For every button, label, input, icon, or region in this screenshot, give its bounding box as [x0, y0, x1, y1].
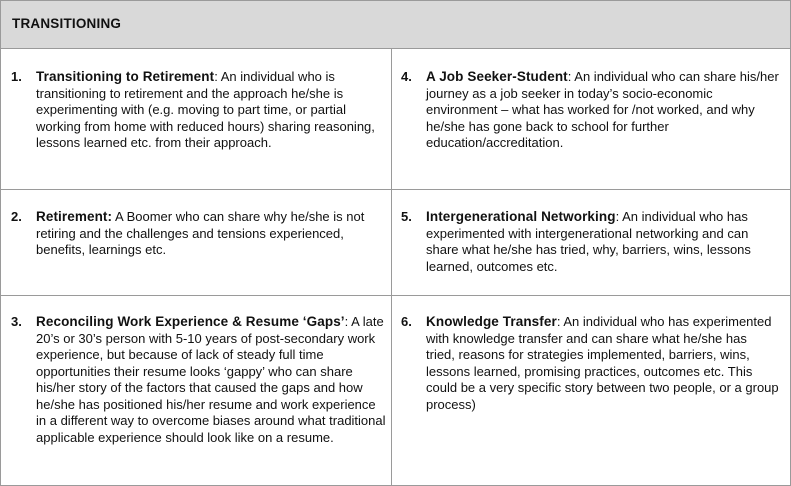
row-divider [1, 295, 790, 296]
item-description: An individual who is transitioning to retirement and the approach he/she is experimenting with (e.g. moving to part time, or partial working from home with reduced hours) sharing reasoning, lessons learned etc. from their approach. [36, 69, 375, 150]
column-divider [391, 49, 392, 485]
table-header-title: TRANSITIONING [12, 16, 122, 31]
item-separator: : [344, 314, 352, 329]
item-number: 6. [401, 314, 412, 329]
item-description: An individual who has experimented with knowledge transfer and can share what he/she has tried, reasons for strategies implemented, barriers, wins, lessons learned, promising practices, outcomes etc. This could be a very specific story between two people, or a group process) [426, 314, 779, 412]
item-title: Retirement: [36, 209, 113, 224]
item-separator: : [567, 69, 575, 84]
item-title: Reconciling Work Experience & Resume ‘Gaps’ [36, 314, 345, 329]
item-description: An individual who has experimented with intergenerational networking and can share what he/she has tried, why, barriers, wins, lessons learned, outcomes etc. [426, 209, 751, 274]
item-title: Knowledge Transfer [426, 314, 557, 329]
item-description: A Boomer who can share why he/she is not retiring and the challenges and tensions experienced, benefits, learnings etc. [36, 209, 365, 257]
item-separator: : [615, 209, 623, 224]
item-description: An individual who can share his/her journey as a job seeker in today’s socio-economic environment – what has worked for /not worked, and why he/she has gone back to school for further education/accreditation. [426, 69, 779, 150]
row-divider [1, 189, 790, 190]
item-title: Intergenerational Networking [426, 209, 616, 224]
item-number: 5. [401, 209, 412, 224]
item-title: Transitioning to Retirement [36, 69, 215, 84]
item-description: A late 20’s or 30’s person with 5-10 years of post-secondary work experience, but because of lack of steady full time opportunities their resume looks ‘gappy’ who can share his/her story of the factors that caused the gaps and how he/she has positioned his/her resume and work experience in a different way to overcome biases around what traditional applicable experience should look like on a resume. [36, 314, 386, 445]
item-number: 3. [11, 314, 22, 329]
item-separator: : [556, 314, 564, 329]
item-number: 4. [401, 69, 412, 84]
item-separator: : [214, 69, 221, 84]
item-title: A Job Seeker-Student [426, 69, 568, 84]
item-number: 1. [11, 69, 22, 84]
table-header [1, 1, 790, 49]
item-number: 2. [11, 209, 22, 224]
